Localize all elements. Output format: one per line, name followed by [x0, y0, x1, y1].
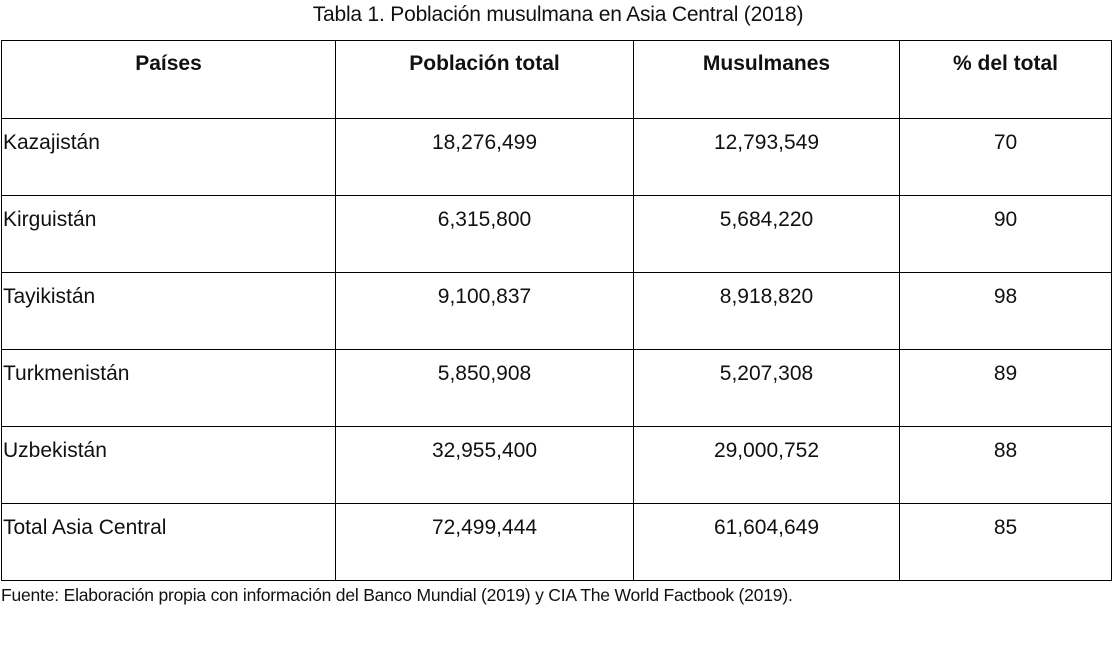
population-table — [1, 40, 1112, 581]
table-row — [2, 119, 1112, 196]
cell-percent: 70 — [900, 119, 1112, 196]
cell-total-population: 5,850,908 — [336, 350, 634, 427]
cell-total-population: 6,315,800 — [336, 196, 634, 273]
cell-muslims: 29,000,752 — [634, 427, 900, 504]
cell-muslims: 5,684,220 — [634, 196, 900, 273]
table-header-row — [2, 41, 1112, 119]
cell-muslims: 8,918,820 — [634, 273, 900, 350]
cell-country: Uzbekistán — [2, 427, 336, 504]
source-note: Fuente: Elaboración propia con información del Banco Mundial (2019) y CIA The World Factbook (2019). — [1, 585, 793, 605]
table-row-total — [2, 504, 1112, 581]
cell-muslims: 5,207,308 — [634, 350, 900, 427]
cell-country: Kirguistán — [2, 196, 336, 273]
cell-country: Total Asia Central — [2, 504, 336, 581]
cell-total-population: 32,955,400 — [336, 427, 634, 504]
cell-total-population: 18,276,499 — [336, 119, 634, 196]
cell-country: Tayikistán — [2, 273, 336, 350]
table-row — [2, 427, 1112, 504]
cell-percent: 89 — [900, 350, 1112, 427]
cell-country: Turkmenistán — [2, 350, 336, 427]
cell-total-population: 72,499,444 — [336, 504, 634, 581]
cell-total-population: 9,100,837 — [336, 273, 634, 350]
cell-percent: 90 — [900, 196, 1112, 273]
header-muslims: Musulmanes — [634, 41, 900, 119]
table-row — [2, 350, 1112, 427]
header-total-population: Población total — [336, 41, 634, 119]
cell-percent: 85 — [900, 504, 1112, 581]
table-row — [2, 196, 1112, 273]
cell-muslims: 12,793,549 — [634, 119, 900, 196]
table-caption: Tabla 1. Población musulmana en Asia Central (2018) — [312, 3, 804, 26]
header-percent-of-total: % del total — [900, 41, 1112, 119]
table-row — [2, 273, 1112, 350]
cell-muslims: 61,604,649 — [634, 504, 900, 581]
header-countries: Países — [2, 41, 336, 119]
cell-percent: 88 — [900, 427, 1112, 504]
cell-percent: 98 — [900, 273, 1112, 350]
cell-country: Kazajistán — [2, 119, 336, 196]
